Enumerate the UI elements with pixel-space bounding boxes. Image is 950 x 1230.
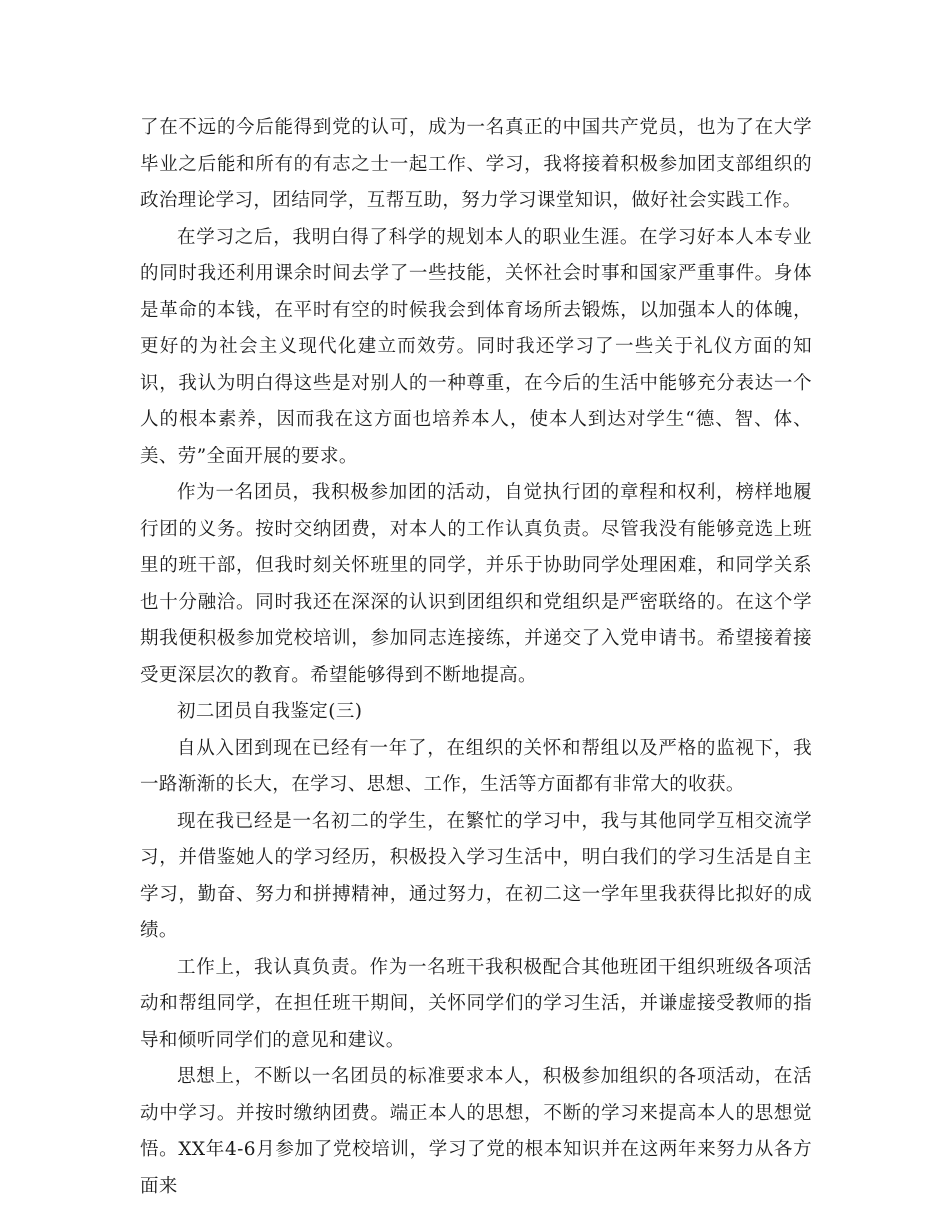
document-body: [140, 110, 812, 1205]
paragraph-5: 现在我已经是一名初二的学生，在繁忙的学习中，我与其他同学互相交流学习，并借鉴她人的学习经历，积极投入学习生活中，明白我们的学习生活是自主学习，勤奋、努力和拼搏精神，通过努力，在初二这一学年里我获得比拟好的成绩。: [140, 810, 812, 941]
section-heading: 初二团员自我鉴定(三): [177, 701, 363, 722]
paragraph-6: 工作上，我认真负责。作为一名班干我积极配合其他班团干组织班级各项活动和帮组同学，在担任班干期间，关怀同学们的学习生活，并谦虚接受教师的指导和倾听同学们的意见和建议。: [140, 956, 812, 1051]
paragraph-2: 在学习之后，我明白得了科学的规划本人的职业生涯。在学习好本人本专业的同时我还利用课余时间去学了一些技能，关怀社会时事和国家严重事件。身体是革命的本钱，在平时有空的时候我会到体育场所去锻炼，以加强本人的体魄，更好的为社会主义现代化建立而效劳。同时我还学习了一些关于礼仪方面的知识，我认为明白得这些是对别人的一种尊重，在今后的生活中能够充分表达一个人的根本素养，因而我在这方面也培养本人，使本人到达对学生“德、智、体、美、劳”全面开展的要求。: [140, 226, 812, 467]
paragraph-3: 作为一名团员，我积极参加团的活动，自觉执行团的章程和权利，榜样地履行团的义务。按时交纳团费，对本人的工作认真负责。尽管我没有能够竞选上班里的班干部，但我时刻关怀班里的同学，并乐于协助同学处理困难，和同学关系也十分融洽。同时我还在深深的认识到团组织和党组织是严密联络的。在这个学期我便积极参加党校培训，参加同志连接练，并递交了入党申请书。希望接着接受更深层次的教育。希望能够得到不断地提高。: [140, 482, 812, 686]
paragraph-1: 了在不远的今后能得到党的认可，成为一名真正的中国共产党员，也为了在大学毕业之后能和所有的有志之士一起工作、学习，我将接着积极参加团支部组织的政治理论学习，团结同学，互帮互助，努力学习课堂知识，做好社会实践工作。: [140, 117, 812, 211]
paragraph-4: 自从入团到现在已经有一年了，在组织的关怀和帮组以及严格的监视下，我一路渐渐的长大，在学习、思想、工作，生活等方面都有非常大的收获。: [140, 737, 812, 795]
paragraph-7: 思想上，不断以一名团员的标准要求本人，积极参加组织的各项活动，在活动中学习。并按时缴纳团费。端正本人的思想，不断的学习来提高本人的思想觉悟。XX年4-6月参加了党校培训，学习了党的根本知识并在这两年来努力从各方面来: [140, 1066, 812, 1197]
